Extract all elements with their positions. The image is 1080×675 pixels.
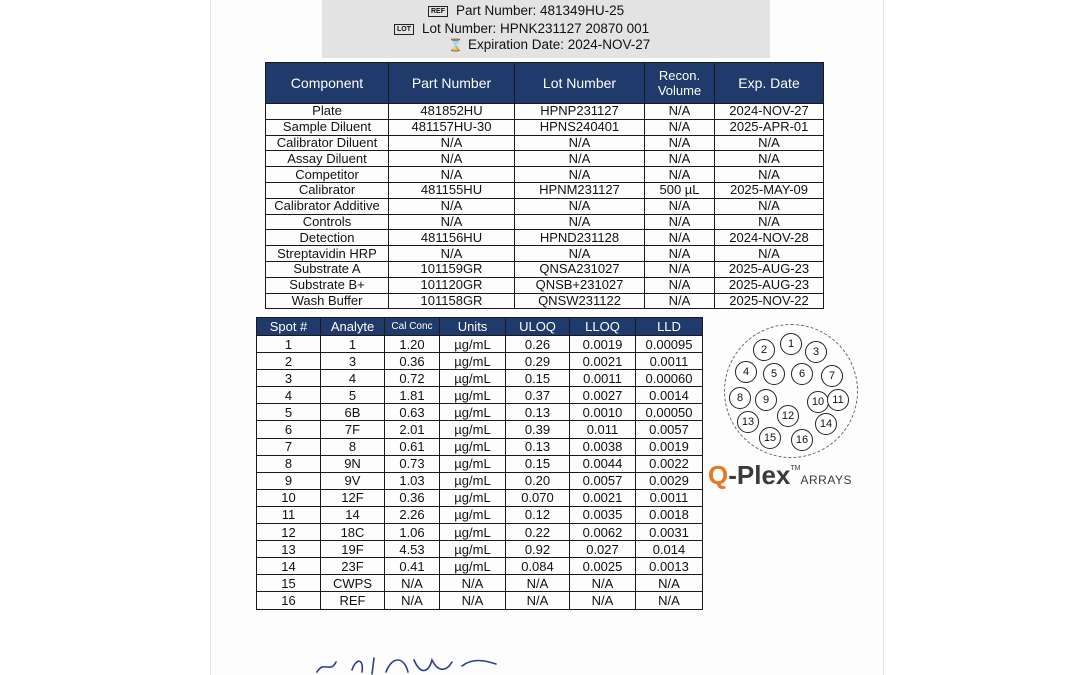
cell-lloq: 0.0021 (570, 353, 636, 370)
cell-part-number: N/A (389, 246, 515, 262)
cell-uloq: N/A (506, 592, 570, 609)
cell-lloq: 0.0025 (570, 558, 636, 575)
cell-lot-number: HPNM231127 (515, 182, 645, 198)
cell-spot: 11 (257, 506, 321, 523)
component-row (266, 151, 824, 167)
col-recon-volume: Recon. Volume (645, 63, 715, 104)
spot-marker: 8 (729, 387, 751, 409)
cell-lloq: N/A (570, 592, 636, 609)
cell-analyte: 4 (321, 370, 385, 387)
cell-recon-volume: N/A (645, 167, 715, 183)
cell-cal-conc: 2.01 (385, 421, 440, 438)
analyte-row (257, 387, 703, 404)
cell-exp-date: 2025-APR-01 (715, 119, 824, 135)
spot-marker: 1 (780, 333, 802, 355)
logo-tm: TM (790, 465, 801, 472)
cell-uloq: 0.13 (506, 404, 570, 421)
cell-cal-conc: 0.36 (385, 353, 440, 370)
analyte-row (257, 558, 703, 575)
cell-units: µg/mL (440, 541, 506, 558)
spot-marker: 12 (777, 405, 799, 427)
cell-spot: 4 (257, 387, 321, 404)
cell-exp-date: 2024-NOV-28 (715, 230, 824, 246)
cell-component: Calibrator (266, 182, 389, 198)
cell-lloq: 0.0019 (570, 336, 636, 353)
component-row (266, 214, 824, 230)
spot-marker: 11 (827, 389, 849, 411)
cell-spot: 9 (257, 472, 321, 489)
cell-analyte: 9V (321, 472, 385, 489)
cell-analyte: 14 (321, 506, 385, 523)
cell-lot-number: QNSW231122 (515, 293, 645, 309)
spot-marker: 6 (791, 363, 813, 385)
cell-spot: 3 (257, 370, 321, 387)
spot-marker: 7 (821, 365, 843, 387)
cell-exp-date: 2025-AUG-23 (715, 261, 824, 277)
cell-analyte: 8 (321, 438, 385, 455)
cell-spot: 16 (257, 592, 321, 609)
component-row (266, 261, 824, 277)
cell-lot-number: HPNS240401 (515, 119, 645, 135)
spot-marker: 4 (735, 361, 757, 383)
hourglass-icon: ⌛ (448, 38, 463, 52)
component-table-header (266, 63, 824, 104)
expiration-text: Expiration Date: 2024-NOV-27 (467, 37, 651, 52)
cell-analyte: 7F (321, 421, 385, 438)
cell-units: µg/mL (440, 404, 506, 421)
cell-lloq: 0.0010 (570, 404, 636, 421)
cell-units: µg/mL (440, 438, 506, 455)
cell-lld: 0.00050 (636, 404, 703, 421)
analyte-row (257, 370, 703, 387)
cell-lloq: 0.0062 (570, 524, 636, 541)
cell-part-number: N/A (389, 198, 515, 214)
cell-uloq: 0.084 (506, 558, 570, 575)
cell-component: Substrate B+ (266, 277, 389, 293)
cell-recon-volume: N/A (645, 198, 715, 214)
cell-lld: 0.0018 (636, 506, 703, 523)
col-component: Component (266, 63, 389, 104)
cell-spot: 12 (257, 524, 321, 541)
cell-cal-conc: 0.72 (385, 370, 440, 387)
analyte-row (257, 592, 703, 609)
spot-marker: 5 (763, 363, 785, 385)
cell-recon-volume: N/A (645, 151, 715, 167)
cell-part-number: N/A (389, 214, 515, 230)
spot-marker: 16 (791, 429, 813, 451)
spot-marker: 10 (807, 391, 829, 413)
cell-uloq: 0.26 (506, 336, 570, 353)
cell-uloq: 0.39 (506, 421, 570, 438)
cell-units: µg/mL (440, 558, 506, 575)
cell-spot: 6 (257, 421, 321, 438)
col-lloq: LLOQ (570, 318, 636, 336)
cell-lld: 0.0013 (636, 558, 703, 575)
cell-lld: 0.0014 (636, 387, 703, 404)
cell-part-number: N/A (389, 151, 515, 167)
cell-lot-number: QNSA231027 (515, 261, 645, 277)
cell-component: Wash Buffer (266, 293, 389, 309)
cell-lot-number: N/A (515, 198, 645, 214)
cell-cal-conc: N/A (385, 592, 440, 609)
logo-q: Q (708, 460, 729, 490)
cell-units: µg/mL (440, 387, 506, 404)
cell-uloq: 0.92 (506, 541, 570, 558)
analyte-row (257, 489, 703, 506)
part-number-line (428, 3, 624, 18)
cell-cal-conc: 1.81 (385, 387, 440, 404)
cell-lot-number: N/A (515, 167, 645, 183)
analyte-row (257, 438, 703, 455)
cell-lld: 0.0031 (636, 524, 703, 541)
col-analyte: Analyte (321, 318, 385, 336)
analyte-row (257, 421, 703, 438)
cell-spot: 15 (257, 575, 321, 592)
cell-component: Plate (266, 104, 389, 120)
cell-part-number: N/A (389, 135, 515, 151)
col-lot-number: Lot Number (515, 63, 645, 104)
cell-recon-volume: N/A (645, 119, 715, 135)
cell-uloq: 0.37 (506, 387, 570, 404)
logo-arrays: ARRAYS (800, 473, 852, 487)
cell-recon-volume: N/A (645, 135, 715, 151)
cell-lot-number: QNSB+231027 (515, 277, 645, 293)
cell-exp-date: N/A (715, 167, 824, 183)
cell-part-number: 101158GR (389, 293, 515, 309)
cell-component: Streptavidin HRP (266, 246, 389, 262)
component-row (266, 293, 824, 309)
cell-part-number: 481157HU-30 (389, 119, 515, 135)
component-row (266, 119, 824, 135)
spot-marker: 15 (759, 427, 781, 449)
cell-units: µg/mL (440, 524, 506, 541)
cell-lld: N/A (636, 575, 703, 592)
cell-lot-number: N/A (515, 151, 645, 167)
spot-marker: 3 (805, 341, 827, 363)
signature-scribble (312, 652, 502, 675)
cell-cal-conc: 1.03 (385, 472, 440, 489)
analyte-row (257, 336, 703, 353)
cell-exp-date: N/A (715, 135, 824, 151)
cell-spot: 2 (257, 353, 321, 370)
cell-uloq: 0.13 (506, 438, 570, 455)
cell-exp-date: 2025-AUG-23 (715, 277, 824, 293)
cell-units: µg/mL (440, 455, 506, 472)
cell-lloq: 0.011 (570, 421, 636, 438)
cell-lloq: 0.0021 (570, 489, 636, 506)
cell-spot: 10 (257, 489, 321, 506)
component-row (266, 167, 824, 183)
cell-part-number: 101120GR (389, 277, 515, 293)
cell-uloq: 0.15 (506, 455, 570, 472)
cell-component: Controls (266, 214, 389, 230)
cell-component: Competitor (266, 167, 389, 183)
cell-uloq: N/A (506, 575, 570, 592)
cell-component: Assay Diluent (266, 151, 389, 167)
cell-cal-conc: 4.53 (385, 541, 440, 558)
cell-lloq: 0.0035 (570, 506, 636, 523)
part-number-text: Part Number: 481349HU-25 (456, 3, 625, 18)
cell-lld: 0.0029 (636, 472, 703, 489)
qplex-arrays-logo (708, 460, 852, 491)
cell-lld: 0.00060 (636, 370, 703, 387)
cell-spot: 8 (257, 455, 321, 472)
cell-analyte: CWPS (321, 575, 385, 592)
cell-analyte: REF (321, 592, 385, 609)
analyte-row (257, 353, 703, 370)
col-spot: Spot # (257, 318, 321, 336)
cell-lot-number: HPNP231127 (515, 104, 645, 120)
col-exp-date: Exp. Date (715, 63, 824, 104)
cell-recon-volume: N/A (645, 246, 715, 262)
cell-cal-conc: 0.61 (385, 438, 440, 455)
cell-lld: 0.0022 (636, 455, 703, 472)
cell-exp-date: 2025-MAY-09 (715, 182, 824, 198)
cell-cal-conc: 1.20 (385, 336, 440, 353)
cell-lloq: 0.0044 (570, 455, 636, 472)
spot-marker: 2 (753, 339, 775, 361)
cell-component: Sample Diluent (266, 119, 389, 135)
component-row (266, 230, 824, 246)
col-cal-conc: Cal Conc (385, 318, 440, 336)
cell-lot-number: N/A (515, 246, 645, 262)
cell-analyte: 19F (321, 541, 385, 558)
component-row (266, 198, 824, 214)
analyte-row (257, 541, 703, 558)
cell-lot-number: N/A (515, 214, 645, 230)
cell-lloq: N/A (570, 575, 636, 592)
col-units: Units (440, 318, 506, 336)
lot-number-line (394, 21, 649, 36)
cell-exp-date: N/A (715, 198, 824, 214)
lot-tag: LOT (394, 24, 414, 35)
kit-info-header (322, 0, 770, 58)
component-row (266, 277, 824, 293)
cell-analyte: 3 (321, 353, 385, 370)
cell-lloq: 0.027 (570, 541, 636, 558)
cell-part-number: 481155HU (389, 182, 515, 198)
cell-lld: 0.0057 (636, 421, 703, 438)
cell-component: Detection (266, 230, 389, 246)
analyte-row (257, 575, 703, 592)
cell-recon-volume: N/A (645, 277, 715, 293)
cell-analyte: 6B (321, 404, 385, 421)
spot-marker: 9 (755, 389, 777, 411)
cell-cal-conc: 0.41 (385, 558, 440, 575)
cell-cal-conc: 1.06 (385, 524, 440, 541)
cell-analyte: 9N (321, 455, 385, 472)
cell-lld: 0.0019 (636, 438, 703, 455)
cell-lld: 0.014 (636, 541, 703, 558)
cell-part-number: 101159GR (389, 261, 515, 277)
cell-lld: N/A (636, 592, 703, 609)
expiration-line (448, 37, 650, 52)
cell-analyte: 5 (321, 387, 385, 404)
cell-units: µg/mL (440, 506, 506, 523)
cell-units: N/A (440, 592, 506, 609)
analyte-row (257, 506, 703, 523)
cell-recon-volume: N/A (645, 104, 715, 120)
cell-lloq: 0.0011 (570, 370, 636, 387)
cell-recon-volume: N/A (645, 230, 715, 246)
cell-lloq: 0.0038 (570, 438, 636, 455)
cell-lloq: 0.0027 (570, 387, 636, 404)
cell-component: Calibrator Additive (266, 198, 389, 214)
analyte-table (256, 317, 703, 610)
cell-lld: 0.0011 (636, 489, 703, 506)
cell-analyte: 23F (321, 558, 385, 575)
cell-uloq: 0.070 (506, 489, 570, 506)
cell-analyte: 18C (321, 524, 385, 541)
cell-analyte: 1 (321, 336, 385, 353)
cell-spot: 7 (257, 438, 321, 455)
cell-uloq: 0.12 (506, 506, 570, 523)
spot-layout-diagram (724, 324, 858, 458)
cell-units: µg/mL (440, 472, 506, 489)
analyte-row (257, 404, 703, 421)
cell-units: µg/mL (440, 370, 506, 387)
component-row (266, 104, 824, 120)
cell-spot: 14 (257, 558, 321, 575)
cell-part-number: 481852HU (389, 104, 515, 120)
cell-uloq: 0.20 (506, 472, 570, 489)
cell-lloq: 0.0057 (570, 472, 636, 489)
analyte-row (257, 524, 703, 541)
cell-cal-conc: 2.26 (385, 506, 440, 523)
cell-uloq: 0.22 (506, 524, 570, 541)
cell-recon-volume: N/A (645, 214, 715, 230)
cell-units: µg/mL (440, 421, 506, 438)
cell-recon-volume: N/A (645, 261, 715, 277)
cell-exp-date: 2025-NOV-22 (715, 293, 824, 309)
spot-marker: 14 (815, 413, 837, 435)
cell-units: N/A (440, 575, 506, 592)
component-row (266, 246, 824, 262)
col-part-number: Part Number (389, 63, 515, 104)
cell-lld: 0.0011 (636, 353, 703, 370)
cell-spot: 5 (257, 404, 321, 421)
cell-units: µg/mL (440, 353, 506, 370)
logo-plex: -Plex (728, 460, 791, 490)
cell-cal-conc: 0.36 (385, 489, 440, 506)
cell-recon-volume: 500 µL (645, 182, 715, 198)
cell-lld: 0.00095 (636, 336, 703, 353)
spot-marker: 13 (737, 411, 759, 433)
component-row (266, 135, 824, 151)
col-lld: LLD (636, 318, 703, 336)
analyte-row (257, 472, 703, 489)
cell-lot-number: HPND231128 (515, 230, 645, 246)
cell-spot: 1 (257, 336, 321, 353)
cell-component: Substrate A (266, 261, 389, 277)
lot-number-text: Lot Number: HPNK231127 20870 001 (422, 21, 650, 36)
component-table (265, 62, 824, 309)
cell-component: Calibrator Diluent (266, 135, 389, 151)
cell-units: µg/mL (440, 489, 506, 506)
analyte-row (257, 455, 703, 472)
cell-recon-volume: N/A (645, 293, 715, 309)
cell-cal-conc: N/A (385, 575, 440, 592)
cell-part-number: 481156HU (389, 230, 515, 246)
component-row (266, 182, 824, 198)
cell-exp-date: 2024-NOV-27 (715, 104, 824, 120)
cell-exp-date: N/A (715, 151, 824, 167)
col-uloq: ULOQ (506, 318, 570, 336)
cell-analyte: 12F (321, 489, 385, 506)
ref-tag: REF (428, 6, 448, 17)
cell-part-number: N/A (389, 167, 515, 183)
analyte-table-header (257, 318, 703, 336)
cell-spot: 13 (257, 541, 321, 558)
cell-uloq: 0.15 (506, 370, 570, 387)
cell-cal-conc: 0.63 (385, 404, 440, 421)
cell-lot-number: N/A (515, 135, 645, 151)
cell-exp-date: N/A (715, 246, 824, 262)
cell-uloq: 0.29 (506, 353, 570, 370)
cell-units: µg/mL (440, 336, 506, 353)
cell-exp-date: N/A (715, 214, 824, 230)
cell-cal-conc: 0.73 (385, 455, 440, 472)
